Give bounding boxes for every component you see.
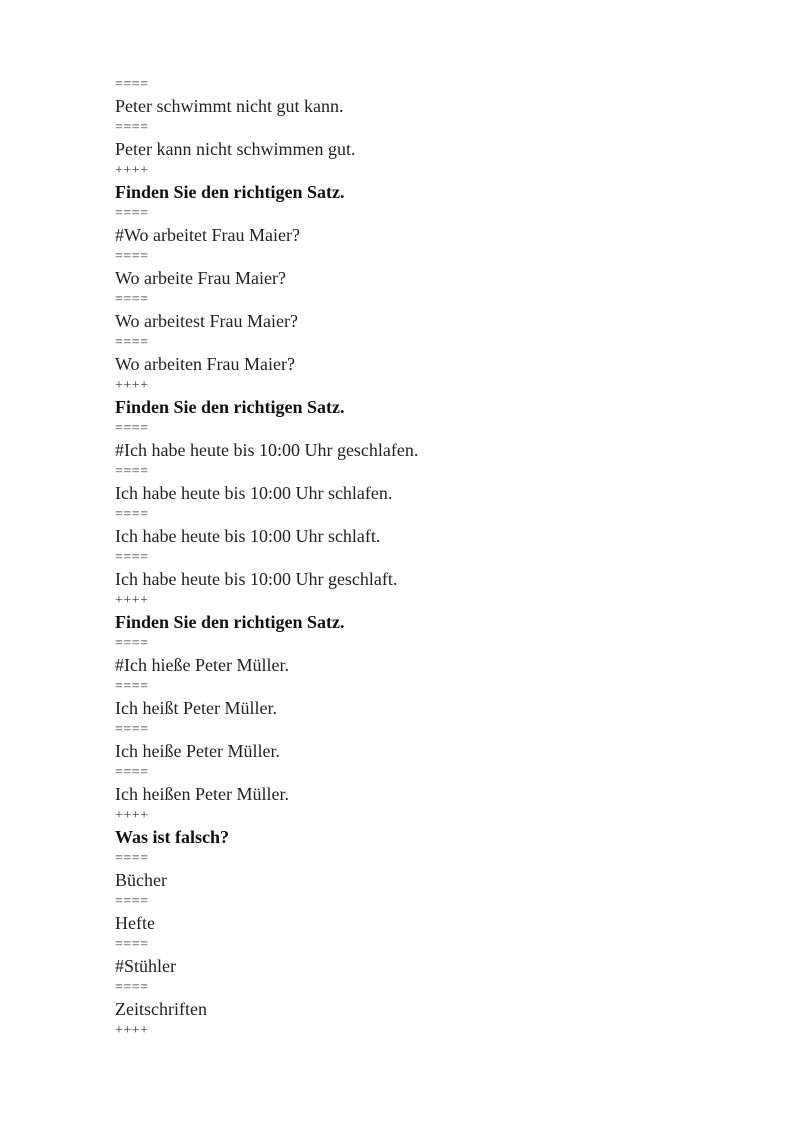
question-heading: Finden Sie den richtigen Satz. [115, 612, 345, 632]
option-separator: ==== [115, 980, 149, 995]
option-separator: ==== [115, 335, 149, 350]
option-line: Peter kann nicht schwimmen gut. [115, 139, 356, 159]
option-line: Wo arbeiten Frau Maier? [115, 354, 295, 374]
option-separator: ==== [115, 421, 149, 436]
option-separator: ==== [115, 765, 149, 780]
correct-option-line: #Ich hieße Peter Müller. [115, 655, 289, 675]
option-line: Ich heißt Peter Müller. [115, 698, 277, 718]
option-line: Bücher [115, 870, 167, 890]
option-line: Ich habe heute bis 10:00 Uhr schlaft. [115, 526, 381, 546]
option-separator: ==== [115, 507, 149, 522]
question-heading: Finden Sie den richtigen Satz. [115, 397, 345, 417]
question-separator: ++++ [115, 163, 149, 178]
option-separator: ==== [115, 937, 149, 952]
option-line: Wo arbeitest Frau Maier? [115, 311, 298, 331]
option-separator: ==== [115, 851, 149, 866]
option-line: Wo arbeite Frau Maier? [115, 268, 286, 288]
question-separator: ++++ [115, 808, 149, 823]
question-separator: ++++ [115, 378, 149, 393]
option-line: Ich heißen Peter Müller. [115, 784, 289, 804]
option-separator: ==== [115, 464, 149, 479]
option-line: Ich habe heute bis 10:00 Uhr geschlaft. [115, 569, 398, 589]
option-line: Peter schwimmt nicht gut kann. [115, 96, 344, 116]
question-heading: Was ist falsch? [115, 827, 230, 847]
question-separator: ++++ [115, 593, 149, 608]
option-line: Ich heiße Peter Müller. [115, 741, 280, 761]
option-line: Zeitschriften [115, 999, 207, 1019]
option-separator: ==== [115, 894, 149, 909]
option-separator: ==== [115, 292, 149, 307]
question-heading: Finden Sie den richtigen Satz. [115, 182, 345, 202]
option-separator: ==== [115, 249, 149, 264]
question-separator: ++++ [115, 1023, 149, 1038]
option-line: Hefte [115, 913, 155, 933]
option-separator: ==== [115, 550, 149, 565]
option-separator: ==== [115, 77, 149, 92]
option-separator: ==== [115, 722, 149, 737]
option-separator: ==== [115, 636, 149, 651]
correct-option-line: #Ich habe heute bis 10:00 Uhr geschlafen. [115, 440, 419, 460]
option-separator: ==== [115, 120, 149, 135]
document-page [115, 77, 735, 1038]
option-separator: ==== [115, 679, 149, 694]
option-separator: ==== [115, 206, 149, 221]
option-line: Ich habe heute bis 10:00 Uhr schlafen. [115, 483, 393, 503]
correct-option-line: #Stühler [115, 956, 176, 976]
correct-option-line: #Wo arbeitet Frau Maier? [115, 225, 300, 245]
